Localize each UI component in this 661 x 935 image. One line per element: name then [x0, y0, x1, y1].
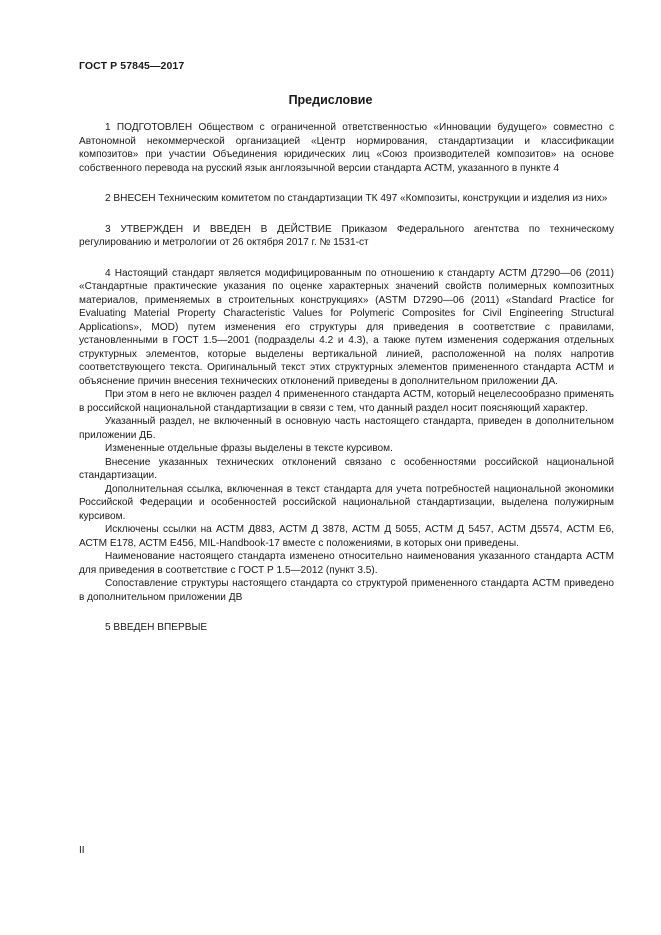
paragraph-4-structure-comparison: Сопоставление структуры настоящего стандарта со структурой примененного стандарта АСТМ приведено в дополнительном приложении ДВ	[79, 578, 614, 603]
paragraph-4-deviations: Внесение указанных технических отклонений связано с особенностями российской национальной стандартизации.	[79, 456, 614, 481]
paragraph-4-title-changed: Наименование настоящего стандарта изменено относительно наименования указанного стандарта АСТМ для приведения в соответствие с ГОСТ Р 1.5—2012 (пункт 3.5).	[79, 551, 614, 576]
standard-code-header: ГОСТ Р 57845—2017	[79, 60, 185, 72]
page-number: II	[79, 845, 85, 856]
paragraph-4-annex-db: Указанный раздел, не включенный в основную часть настоящего стандарта, приведен в дополнительном приложении ДБ.	[79, 416, 614, 441]
paragraph-5-first-introduced: 5 ВВЕДЕН ВПЕРВЫЕ	[105, 622, 208, 633]
paragraph-2-introduced: 2 ВНЕСЕН Техническим комитетом по стандартизации ТК 497 «Композиты, конструкции и изделия из них»	[105, 193, 608, 204]
paragraph-4-additional-reference: Дополнительная ссылка, включенная в текст стандарта для учета потребностей национальной экономики Российской Федерации и особенностей российской национальной стандартизации, выделена полужирным курсивом.	[79, 483, 614, 522]
section-title: Предисловие	[288, 93, 373, 107]
paragraph-1-prepared: 1 ПОДГОТОВЛЕН Обществом с ограниченной ответственностью «Инновации будущего» совместно с Автономной некоммерческой организацией «Центр нормирования, стандартизации и классификации композитов» при участии Объединения юридических лиц «Союз производителей композитов» на основе собственного перевода на русский язык англоязычной версии стандарта АСТМ, указанного в пункте 4	[79, 122, 614, 174]
paragraph-4-section-excluded: При этом в него не включен раздел 4 примененного стандарта АСТМ, который нецелесообразно применять в российской национальной стандартизации в связи с тем, что данный раздел носит поясняющий характер.	[79, 389, 614, 414]
paragraph-4-excluded-references: Исключены ссылки на АСТМ Д883, АСТМ Д 3878, АСТМ Д 5055, АСТМ Д 5457, АСТМ Д5574, АСТМ Е6, АСТМ Е178, АСТМ Е456, MIL-Handbook-17 вместе с положениями, в которых они приведены.	[79, 524, 614, 549]
paragraph-4-modified: 4 Настоящий стандарт является модифицированным по отношению к стандарту АСТМ Д7290—06 (2011) «Стандартные практические указания по оценке характерных значений свойств полимерных композитных материалов, применяемых в строительных конструкциях» (ASTM D7290—06 (2011) «Standard Practice for Evaluating Material Property Characteristic Values for Polymeric Composites for Civil Engineering Structural Applications», MOD) путем изменения его структуры для приведения в соответствие с правилами, установленными в ГОСТ 1.5—2001 (подразделы 4.2 и 4.3), а также путем изменения содержания отдельных структурных элементов, которые выделены вертикальной линией, расположенной на полях напротив соответствующего текста. Оригинальный текст этих структурных элементов примененного стандарта АСТМ и объяснение причин внесения технических отклонений приведены в дополнительном приложении ДА.	[79, 267, 614, 387]
paragraph-3-approved: 3 УТВЕРЖДЕН И ВВЕДЕН В ДЕЙСТВИЕ Приказом Федерального агентства по техническому регулированию и метрологии от 26 октября 2017 г. № 1531-ст	[79, 223, 614, 248]
paragraph-4-italic-phrases: Измененные отдельные фразы выделены в тексте курсивом.	[105, 443, 393, 454]
preface-body	[79, 121, 614, 635]
